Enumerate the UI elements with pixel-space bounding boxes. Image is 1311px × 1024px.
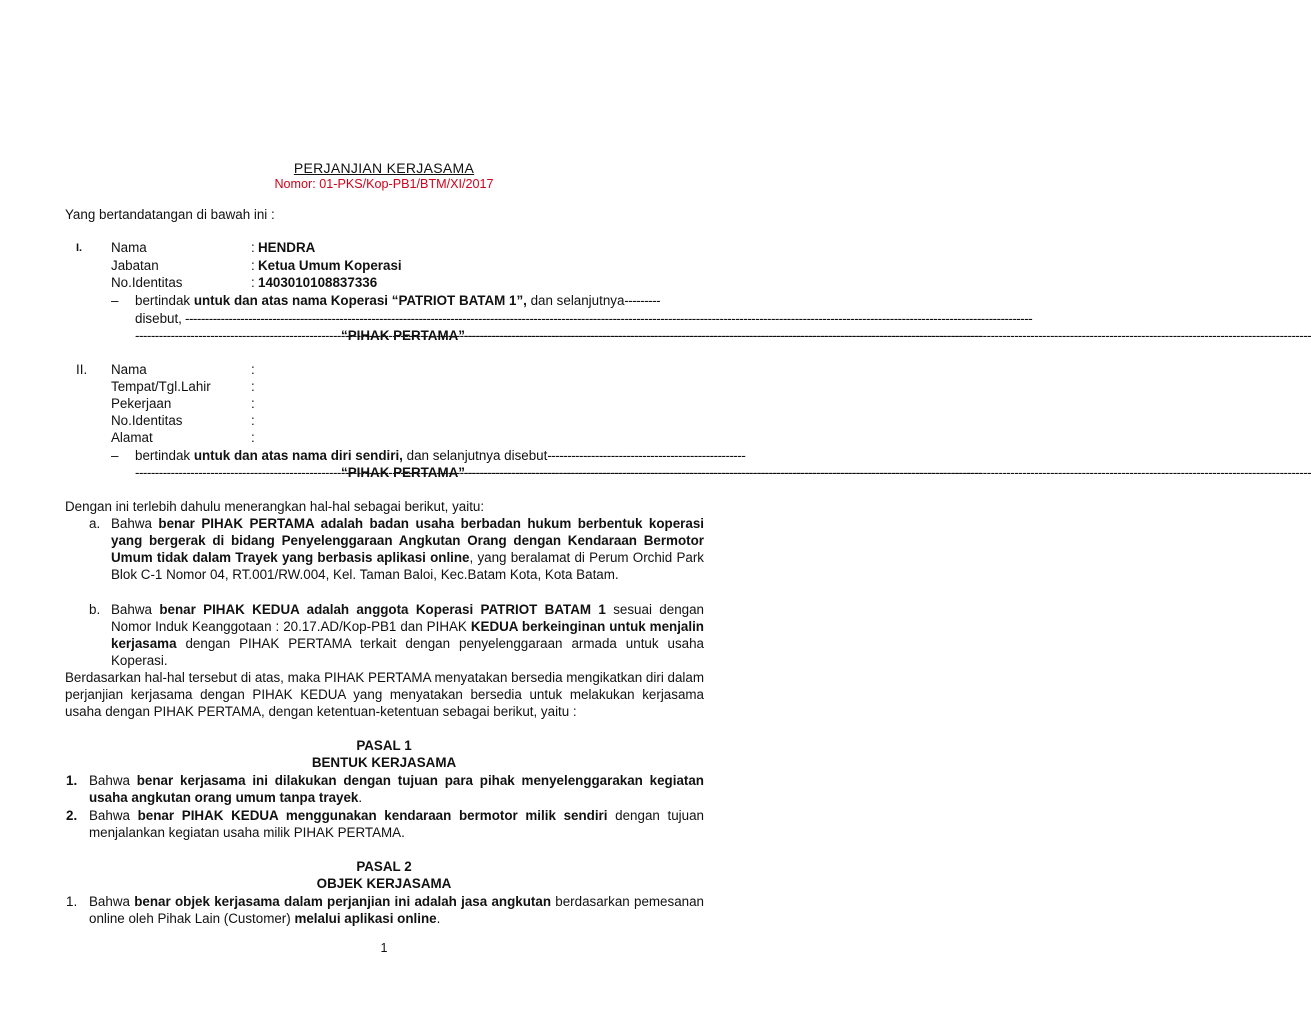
party-two-birth-colon: : bbox=[251, 379, 255, 394]
party-one-fill-left bbox=[135, 327, 340, 344]
party-two-id-colon: : bbox=[251, 413, 255, 428]
item-a-marker: a. bbox=[89, 516, 101, 531]
party-one-fill-line-1 bbox=[185, 310, 698, 327]
party-one-act-bold: untuk dan atas nama Koperasi “PATRIOT BATAM 1”, bbox=[193, 293, 527, 308]
pasal-1-item-2-text: Bahwa benar PIHAK KEDUA menggunakan kendaraan bermotor milik sendiri dengan tujuan menjalankan kegiatan usaha milik PIHAK PERTAMA. bbox=[89, 808, 705, 840]
party-one-act-pre: bertindak bbox=[135, 293, 194, 308]
party-one-fill-right bbox=[464, 327, 698, 344]
pasal-1-heading: PASAL 1 bbox=[356, 738, 412, 753]
pasal-1-item-2-marker: 2. bbox=[66, 808, 78, 823]
intro-text: Yang bertandatangan di bawah ini : bbox=[65, 207, 275, 222]
document-number: Nomor: 01-PKS/Kop-PB1/BTM/XI/2017 bbox=[274, 177, 494, 191]
party-two-name-colon: : bbox=[251, 362, 255, 377]
party-two-dash-marker: – bbox=[111, 448, 119, 463]
party-one-position-colon: : bbox=[251, 258, 255, 273]
party-two-act-post: dan selanjutnya disebut bbox=[402, 448, 548, 463]
party-one-name-colon: : bbox=[251, 240, 255, 255]
party-two-address-label: Alamat bbox=[111, 430, 153, 445]
item-b-marker: b. bbox=[89, 602, 101, 617]
party-two-birth-label: Tempat/Tgl.Lahir bbox=[111, 379, 211, 394]
pasal-2-heading: PASAL 2 bbox=[356, 859, 412, 874]
party-one-id-label: No.Identitas bbox=[111, 275, 183, 290]
party-one-name-value: HENDRA bbox=[258, 240, 316, 255]
pasal-2-subheading: OBJEK KERJASAMA bbox=[316, 876, 452, 891]
party-two-job-colon: : bbox=[251, 396, 255, 411]
page-number: 1 bbox=[380, 941, 388, 955]
party-two-act-pre: bertindak bbox=[135, 448, 194, 463]
item-a-text: Bahwa benar PIHAK PERTAMA adalah badan usaha berbadan hukum berbentuk koperasi yang bergerak di bidang Penyelenggaraan Angkutan Orang dengan Kendaraan Bermotor Umum tidak dalam Trayek yang berbasis aplikasi online, yang beralamat di Perum Orchid Park Blok C-1 Nomor 04, RT.001/RW.004, Kel. Taman Baloi, Kec.Batam Kota, Kota Batam. bbox=[111, 516, 704, 582]
pasal-1-item-1-marker: 1. bbox=[66, 773, 78, 788]
party-two-fill-left bbox=[135, 464, 340, 481]
party-two-alias: “PIHAK PERTAMA” bbox=[341, 465, 465, 480]
party-one-position-value: Ketua Umum Koperasi bbox=[258, 258, 402, 273]
party-one-position-label: Jabatan bbox=[111, 258, 159, 273]
document-title: PERJANJIAN KERJASAMA bbox=[293, 160, 475, 176]
pasal-2-item-1-marker: 1. bbox=[66, 894, 78, 909]
party-one-alias: “PIHAK PERTAMA” bbox=[341, 328, 465, 343]
party-one-numeral: I. bbox=[76, 242, 83, 254]
party-two-act-line: bertindak untuk dan atas nama diri sendiri, dan selanjutnya disebut-------------------------------------------------- bbox=[135, 448, 746, 463]
party-two-id-label: No.Identitas bbox=[111, 413, 183, 428]
pasal-1-subheading: BENTUK KERJASAMA bbox=[311, 755, 457, 770]
pasal-1-item-1-text: Bahwa benar kerjasama ini dilakukan dengan tujuan para pihak menyelenggarakan kegiatan usaha angkutan orang umum tanpa trayek. bbox=[89, 773, 704, 805]
party-one-name-label: Nama bbox=[111, 240, 147, 255]
party-two-job-label: Pekerjaan bbox=[111, 396, 172, 411]
party-two-act-bold: untuk dan atas nama diri sendiri, bbox=[193, 448, 403, 463]
party-one-act-post: dan selanjutnya bbox=[526, 293, 625, 308]
party-one-id-colon: : bbox=[251, 275, 255, 290]
party-two-numeral: II. bbox=[76, 362, 88, 377]
party-two-address-colon: : bbox=[251, 430, 255, 445]
party-two-fill-right bbox=[464, 464, 698, 481]
conclusion-text: Berdasarkan hal-hal tersebut di atas, maka PIHAK PERTAMA menyatakan bersedia mengikatkan diri dalam perjanjian kerjasama dengan PIHAK KEDUA yang menyatakan bersedia untuk melakukan kerjasama usaha dengan PIHAK PERTAMA, dengan ketentuan-ketentuan sebagai berikut, yaitu : bbox=[65, 670, 704, 719]
item-b-text: Bahwa benar PIHAK KEDUA adalah anggota Koperasi PATRIOT BATAM 1 sesuai dengan Nomor Induk Keanggotaan : 20.17.AD/Kop-PB1 dan PIHAK KEDUA berkeinginan untuk menjalin kerjasama dengan PIHAK PERTAMA terkait dengan penyelenggaraan armada untuk usaha Koperasi. bbox=[111, 602, 704, 668]
preface-text: Dengan ini terlebih dahulu menerangkan hal-hal sebagai berikut, yaitu: bbox=[65, 499, 485, 514]
party-one-id-value: 1403010108837336 bbox=[258, 275, 378, 290]
party-one-dash-marker: – bbox=[111, 293, 119, 308]
party-one-disebut: disebut, bbox=[135, 311, 182, 326]
party-two-name-label: Nama bbox=[111, 362, 147, 377]
party-one-act-line: bertindak untuk dan atas nama Koperasi “PATRIOT BATAM 1”, dan selanjutnya--------- bbox=[135, 293, 661, 308]
pasal-2-item-1-text: Bahwa benar objek kerjasama dalam perjanjian ini adalah jasa angkutan berdasarkan pemesanan online oleh Pihak Lain (Customer) melalui aplikasi online. bbox=[89, 894, 704, 926]
